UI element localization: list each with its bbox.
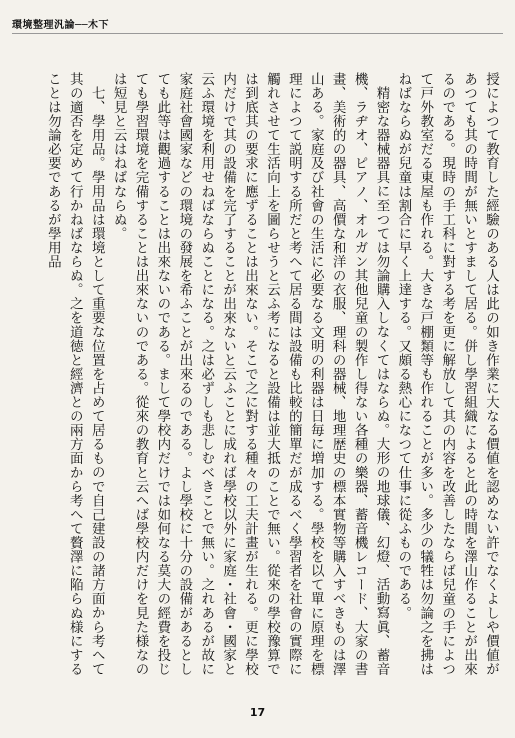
- paragraph: 七、學用品。學用品は環境として重要な位置を占めて居るもので自己建設の諸方面から考へて其の適否を定めて行かねばならぬ。之を道徳と經濟との兩方面から考へて贅澤に陥らぬ様にすることは勿論必要であるが學用品: [44, 72, 105, 677]
- page-number: 17: [249, 706, 266, 719]
- paragraph: 精密な器械器具に至つては勿論購入しなくてはならぬ。大形の地球儀、幻燈、活動寫眞、蓄音機、ラヂオ、ピアノ、オルガン其他兒童の製作し得ない各種の樂器、蓄音機レコード、大家の書畫、美術的の器具、高價な和洋の衣服、理科の器械、地理歴史の標本實物等購入すべきものは澤山ある。家庭及び社會の生活に必要なる文明の利器は日毎に増加する。學校を以て單に原理を標理によつて説明する所だと考へて居る間は設備も比較的簡單だが成るべく學習者を社會の實際に觸れさせて生活向上を圖らせうと云ふ考になると設備は並大抵のことで無い。從來の學校豫算では到底其の要求に應ずることは出來ない。そこで之に對する種々の工夫計畫が生れる。更に學校内だけで其の設備を完了することが出來ないと云ふことに成れば學校以外に家庭・社會・國家と云ふ環境を利用せねばならぬことになる。之は必ずしも悲しむべきことで無い。之れあるが故に家庭社會國家などの環境の發展を希ふことが出來るのである。よし學校に十分の設備があるとしても此等は觀過することは出來ないのである。まして學校内だけでは如何なる莫大の經費を投じても學習環境を完備することは出來ないのである。從來の教育と云へば學校内だけを見た様なのは短見と云はねばならぬ。: [110, 72, 390, 677]
- running-header: 環境整理汎論──木下: [12, 20, 110, 31]
- header-rule: [12, 33, 503, 34]
- body-text: [10, 72, 501, 684]
- paragraph: 授によつて教育した經驗のある人は此の如き作業に大なる價値を認めない許でなくよしや價値があつても其の時間が無いとすまして居る。併し學習組織によると此の時間を澤山作ることが出來るのである。現時の手工科に對する考を更に解放して其の内容を改善したならば兒童の手によつて戸外教室だる東屋も作れる。大きな戸棚類等も作れることが多い。多少の犠牲は勿論之を拂はねばならぬが兒童は割合に早く上達する。又頗る熱心になつて仕事に從ふものである。: [395, 72, 499, 677]
